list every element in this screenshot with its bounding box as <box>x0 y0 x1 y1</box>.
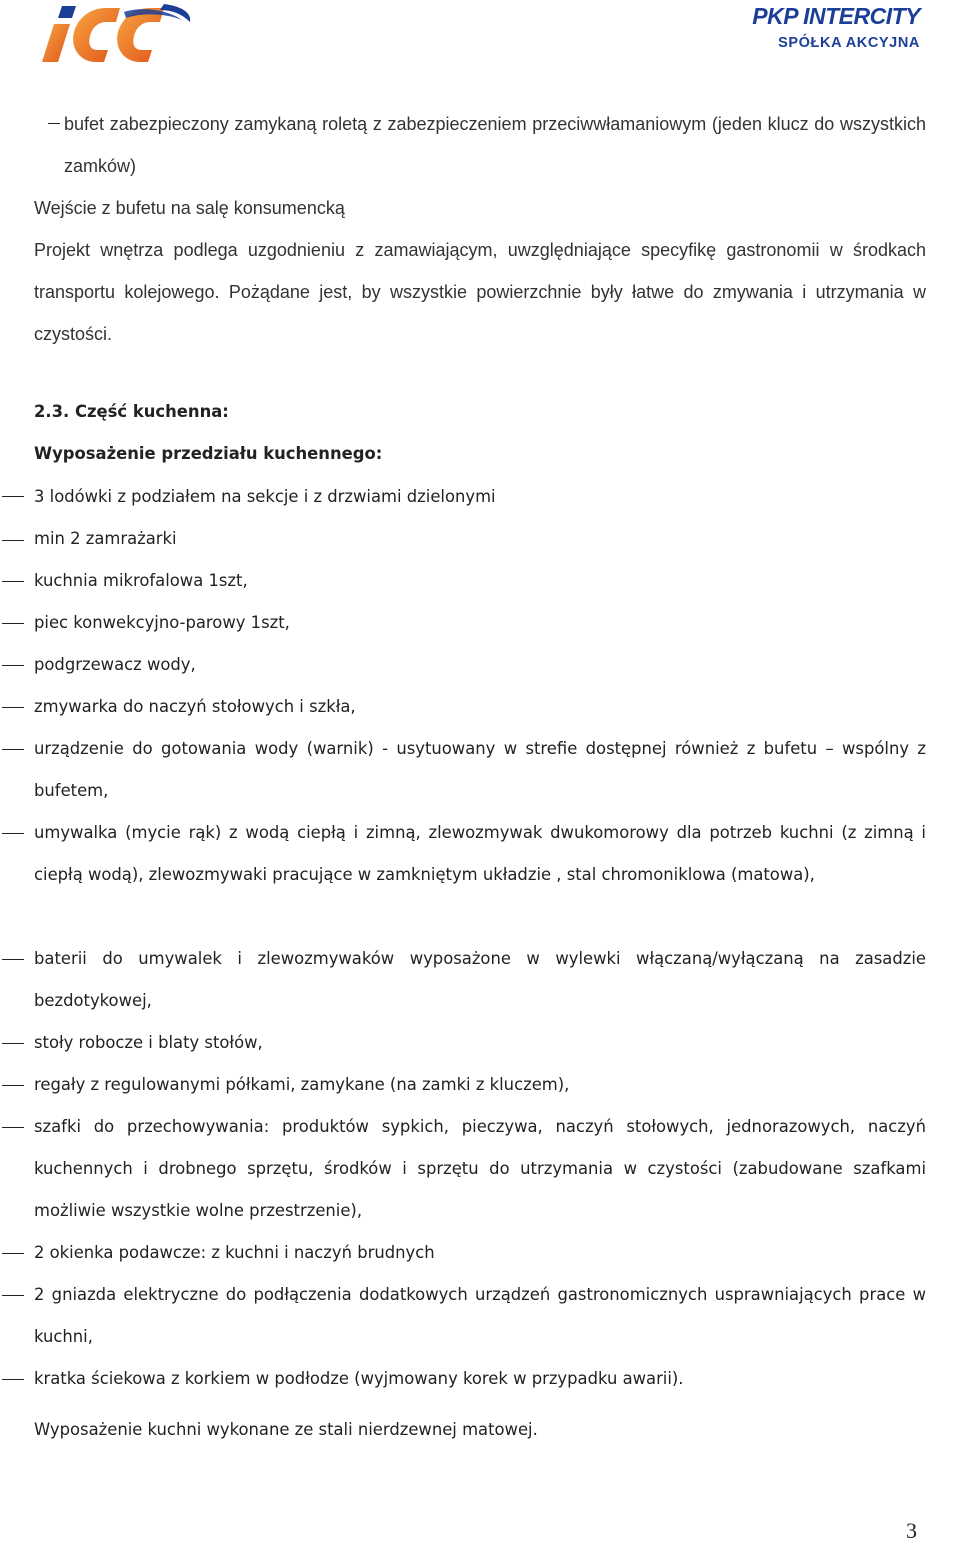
page-header <box>0 0 960 70</box>
list-dash <box>2 496 24 497</box>
list-item: min 2 zamrażarki <box>34 529 177 548</box>
list-item: kratka ściekowa z korkiem w podłodze (wyjmowany korek w przypadku awarii). <box>34 1369 684 1388</box>
list-dash <box>2 1085 24 1086</box>
list-item: 2 gniazda elektryczne do podłączenia dodatkowych urządzeń gastronomicznych usprawniających prace w kuchni, <box>34 1285 926 1346</box>
closing-line: Wyposażenie kuchni wykonane ze stali nierdzewnej matowej. <box>34 1420 538 1439</box>
list-dash <box>2 749 24 750</box>
list-item: zmywarka do naczyń stołowych i szkła, <box>34 697 356 716</box>
intercity-logo <box>32 2 194 66</box>
intro-paragraph: Projekt wnętrza podlega uzgodnieniu z zamawiającym, uwzględniające specyfikę gastronomii w środkach transportu kolejowego. Pożądane jest, by wszystkie powierzchnie były łatwe do zmywania i utrzymania w czystości. <box>34 240 926 344</box>
list-dash <box>2 1295 24 1296</box>
intro-bullet-text: bufet zabezpieczony zamykaną roletą z zabezpieczeniem przeciwwłamaniowym (jeden klucz do wszystkich zamków) <box>64 114 926 176</box>
list-item: regały z regulowanymi półkami, zamykane (na zamki z kluczem), <box>34 1075 570 1094</box>
list-item: kuchnia mikrofalowa 1szt, <box>34 571 248 590</box>
list-dash <box>2 540 24 541</box>
brand-subtitle: SPÓŁKA AKCYJNA <box>778 35 920 51</box>
list-item: 3 lodówki z podziałem na sekcje i z drzwiami dzielonymi <box>34 487 496 506</box>
list-dash <box>2 1253 24 1254</box>
list-dash <box>2 833 24 834</box>
list-dash <box>2 707 24 708</box>
list-item: szafki do przechowywania: produktów sypkich, pieczywa, naczyń stołowych, jednorazowych, naczyń kuchennych i drobnego sprzętu, środków i sprzętu do utrzymania w czystości (zabudowane szafkami możliwie wszystkie wolne przestrzenie), <box>34 1117 926 1220</box>
list-dash <box>2 581 24 582</box>
brand-name: PKP INTERCITY <box>752 3 920 29</box>
brand-block <box>752 4 920 52</box>
list-dash <box>2 959 24 960</box>
list-item: 2 okienka podawcze: z kuchni i naczyń brudnych <box>34 1243 435 1262</box>
section-subheading: Wyposażenie przedziału kuchennego: <box>34 444 383 463</box>
list-item: podgrzewacz wody, <box>34 655 196 674</box>
list-item: piec konwekcyjno-parowy 1szt, <box>34 613 290 632</box>
section-heading: 2.3. Część kuchenna: <box>34 402 229 421</box>
list-item: stoły robocze i blaty stołów, <box>34 1033 263 1052</box>
list-dash <box>2 1043 24 1044</box>
bullet-dash <box>48 123 60 124</box>
intro-bullet <box>64 103 926 187</box>
list-item: umywalka (mycie rąk) z wodą ciepłą i zimną, zlewozmywak dwukomorowy dla potrzeb kuchni (z zimną i ciepłą wodą), zlewozmywaki pracujące w zamkniętym układzie , stal chromoniklowa (matowa), <box>34 823 926 884</box>
list-item: urządzenie do gotowania wody (warnik) - usytuowany w strefie dostępnej również z bufetu – wspólny z bufetem, <box>34 739 926 800</box>
intro-line: Wejście z bufetu na salę konsumencką <box>34 198 345 218</box>
list-dash <box>2 623 24 624</box>
list-dash <box>2 1127 24 1128</box>
list-dash <box>2 665 24 666</box>
list-dash <box>2 1379 24 1380</box>
list-item: baterii do umywalek i zlewozmywaków wyposażone w wylewki włączaną/wyłączaną na zasadzie bezdotykowej, <box>34 949 926 1010</box>
page-number: 3 <box>906 1518 917 1543</box>
